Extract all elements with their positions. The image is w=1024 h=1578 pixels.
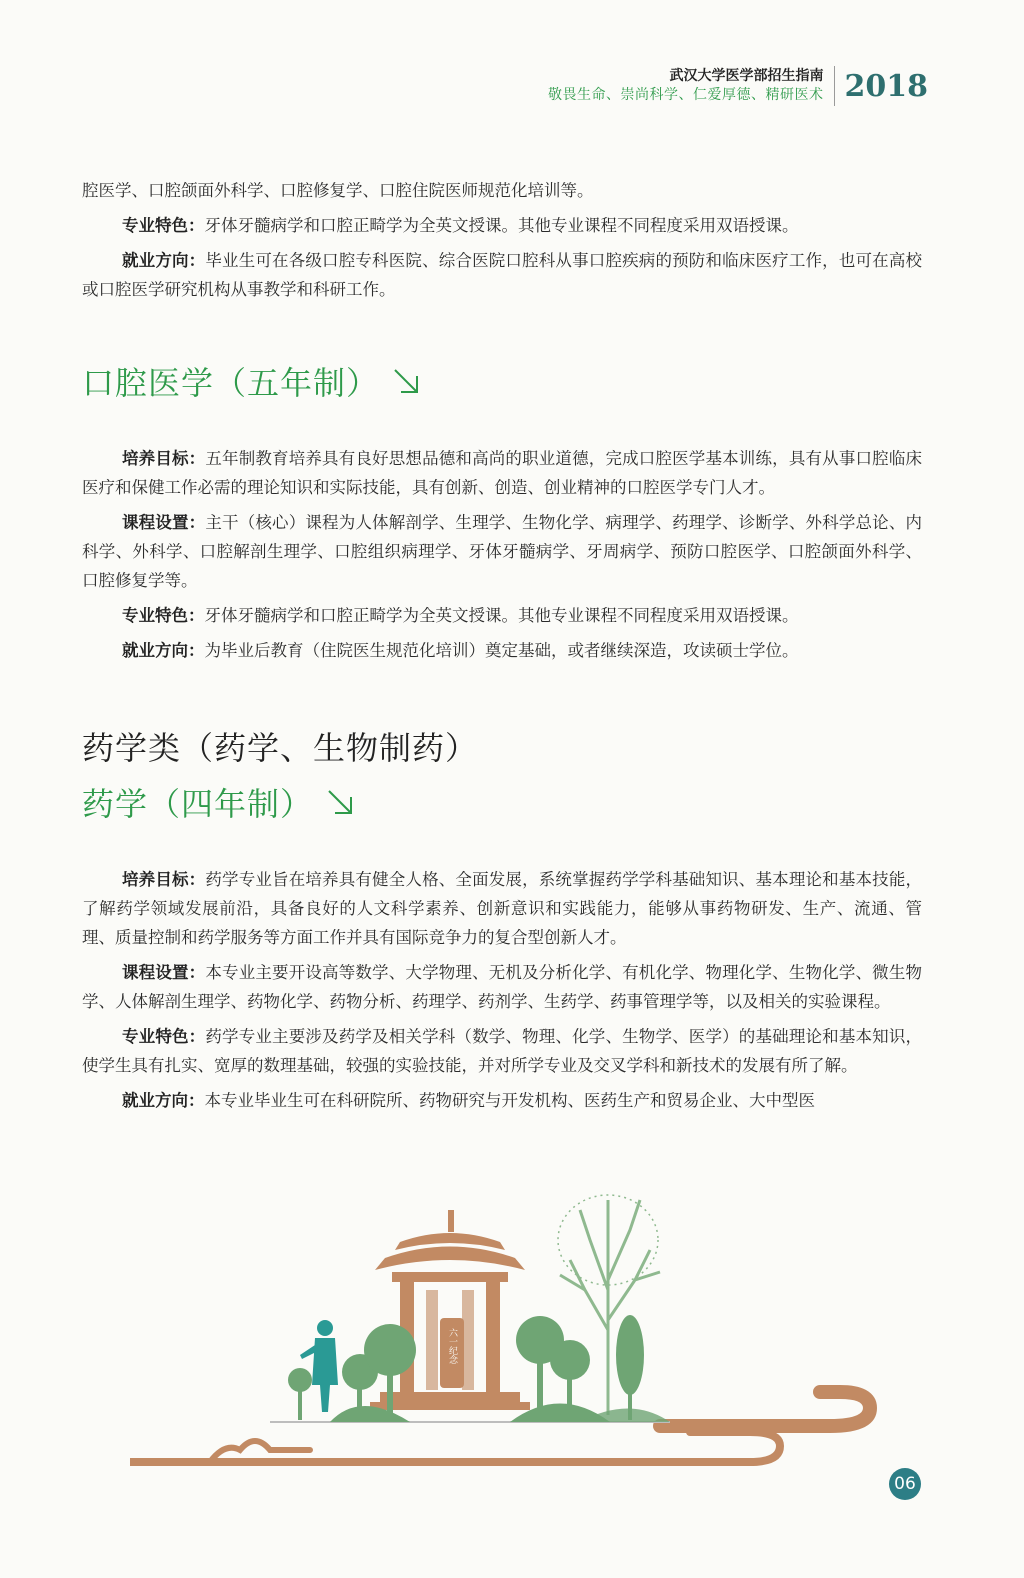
stomatology-feature-text: 牙体牙髓病学和口腔正畸学为全英文授课。其他专业课程不同程度采用双语授课。 xyxy=(204,606,799,625)
stomatology-goal-label: 培养目标： xyxy=(122,449,206,468)
pharmacy-category-heading: 药学类（药学、生物制药） xyxy=(82,729,479,767)
stomatology-goal-text: 五年制教育培养具有良好思想品德和高尚的职业道德，完成口腔医学基本训练，具有从事口腔临床医疗和保健工作必需的理论知识和实际技能，具有创新、创造、创业精神的口腔医学专门人才。 xyxy=(82,449,923,497)
pharmacy-heading xyxy=(82,779,922,825)
stomatology-goal xyxy=(82,444,922,502)
pharmacy-feature-label: 专业特色： xyxy=(122,1027,206,1046)
pharmacy-course-text: 本专业主要开设高等数学、大学物理、无机及分析化学、有机化学、物理化学、生物化学、微生物学、人体解剖生理学、药物化学、药物分析、药理学、药剂学、生药学、药事管理学等，以及相关的实验课程。 xyxy=(82,963,923,1011)
cloud-right-shape xyxy=(660,1392,870,1426)
stomatology-career-label: 就业方向： xyxy=(122,641,205,660)
intro-feature-label: 专业特色： xyxy=(122,216,205,235)
pavilion xyxy=(370,1210,530,1410)
header-text-block xyxy=(548,67,834,105)
stomatology-feature xyxy=(82,601,922,630)
main-content xyxy=(82,176,922,1121)
intro-career-label: 就业方向： xyxy=(122,251,206,270)
page-header xyxy=(548,66,928,106)
pharmacy-course-label: 课程设置： xyxy=(122,963,206,982)
pharmacy-course xyxy=(82,958,922,1016)
stomatology-feature-label: 专业特色： xyxy=(122,606,205,625)
header-slogan: 敬畏生命、崇尚科学、仁爱厚德、精研医术 xyxy=(548,87,824,103)
intro-career xyxy=(82,246,922,304)
stomatology-heading xyxy=(82,358,922,404)
stomatology-course-text: 主干（核心）课程为人体解剖学、生理学、生物化学、病理学、药理学、诊断学、外科学总论、内科学、外科学、口腔解剖生理学、口腔组织病理学、牙体牙髓病学、牙周病学、预防口腔医学、口腔颌面外科学、口腔修复学等。 xyxy=(82,513,923,590)
pavilion-illustration xyxy=(130,1180,890,1470)
pharmacy-career-text: 本专业毕业生可在科研院所、药物研究与开发机构、医药生产和贸易企业、大中型医 xyxy=(204,1091,815,1110)
person-figure xyxy=(300,1320,338,1412)
pharmacy-career-label: 就业方向： xyxy=(122,1091,205,1110)
stomatology-career xyxy=(82,636,922,665)
pharmacy-goal xyxy=(82,865,922,952)
pharmacy-goal-label: 培养目标： xyxy=(122,870,206,889)
stomatology-heading-text: 口腔医学（五年制） xyxy=(82,364,380,402)
pharmacy-heading-text: 药学（四年制） xyxy=(82,785,314,823)
pavilion-plaque-text: 六一纪念 xyxy=(447,1328,457,1364)
intro-feature xyxy=(82,211,922,240)
header-title: 武汉大学医学部招生指南 xyxy=(669,68,824,84)
pharmacy-career xyxy=(82,1086,922,1115)
intro-feature-text: 牙体牙髓病学和口腔正畸学为全英文授课。其他专业课程不同程度采用双语授课。 xyxy=(204,216,799,235)
bare-tree xyxy=(560,1200,660,1415)
stomatology-career-text: 为毕业后教育（住院医生规范化培训）奠定基础，或者继续深造，攻读硕士学位。 xyxy=(204,641,799,660)
header-year: 2018 xyxy=(844,68,928,104)
arrow-down-right-icon xyxy=(325,787,355,817)
intro-career-text: 毕业生可在各级口腔专科医院、综合医院口腔科从事口腔疾病的预防和临床医疗工作，也可在高校或口腔医学研究机构从事教学和科研工作。 xyxy=(82,251,923,299)
pharmacy-goal-text: 药学专业旨在培养具有健全人格、全面发展，系统掌握药学学科基础知识、基本理论和基本技能，了解药学领域发展前沿，具备良好的人文科学素养、创新意识和实践能力，能够从事药物研发、生产、流通、管理、质量控制和药学服务等方面工作并具有国际竞争力的复合型创新人才。 xyxy=(82,870,923,947)
stomatology-course xyxy=(82,508,922,595)
arrow-down-right-icon xyxy=(391,366,421,396)
page-number-badge: 06 xyxy=(889,1468,921,1500)
stomatology-course-label: 课程设置： xyxy=(122,513,206,532)
intro-continuation: 腔医学、口腔颌面外科学、口腔修复学、口腔住院医师规范化培训等。 xyxy=(82,181,594,200)
pharmacy-feature xyxy=(82,1022,922,1080)
pharmacy-feature-text: 药学专业主要涉及药学及相关学科（数学、物理、化学、生物学、医学）的基础理论和基本知识，使学生具有扎实、宽厚的数理基础，较强的实验技能，并对所学专业及交叉学科和新技术的发展有所了解。 xyxy=(82,1027,923,1075)
